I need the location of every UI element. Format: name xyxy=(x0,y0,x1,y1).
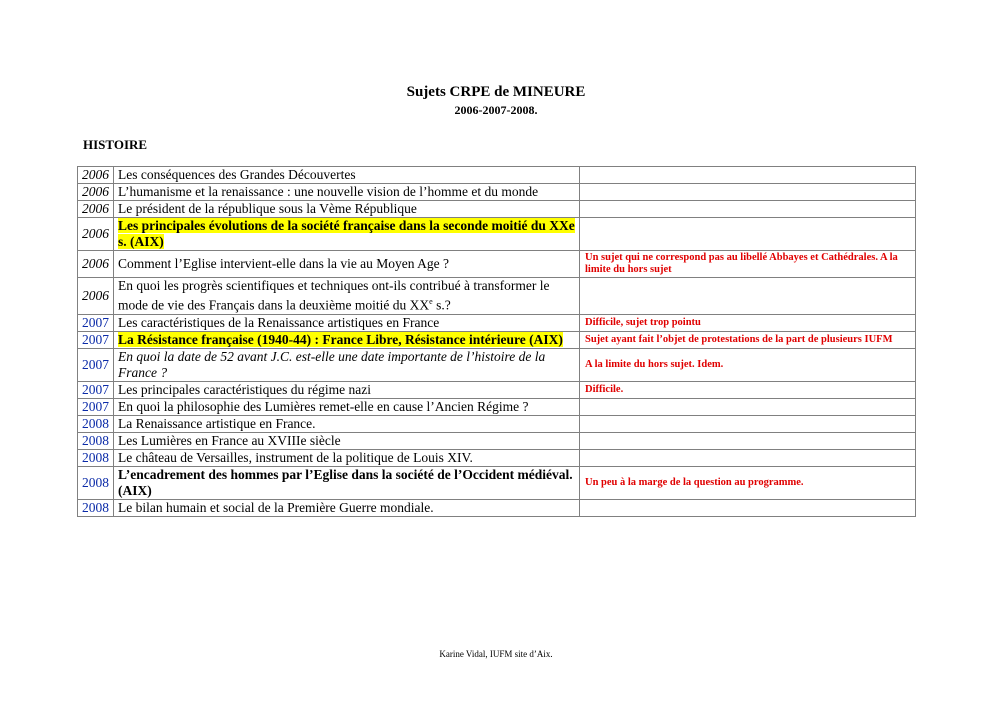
year-cell: 2006 xyxy=(78,251,114,278)
superscript: e xyxy=(429,297,433,306)
table-row xyxy=(78,167,916,184)
comment-cell: Un sujet qui ne correspond pas au libellé Abbayes et Cathédrales. A la limite du hors sujet xyxy=(580,251,916,278)
comment-cell: Difficile. xyxy=(580,381,916,398)
subject-cell: Les principales caractéristiques du régime nazi xyxy=(114,381,580,398)
subject-cell: Le président de la république sous la Vème République xyxy=(114,201,580,218)
comment-cell xyxy=(580,167,916,184)
subject-cell: Les conséquences des Grandes Découvertes xyxy=(114,167,580,184)
comment-cell xyxy=(580,201,916,218)
year-cell: 2008 xyxy=(78,449,114,466)
comment-cell xyxy=(580,432,916,449)
year-cell: 2008 xyxy=(78,415,114,432)
table-row xyxy=(78,331,916,348)
highlighted-subject: La Résistance française (1940-44) : France Libre, Résistance intérieure (AIX) xyxy=(118,331,563,347)
table-row xyxy=(78,466,916,499)
table-row xyxy=(78,201,916,218)
comment-cell xyxy=(580,499,916,516)
table-row xyxy=(78,278,916,315)
highlighted-subject: Les principales évolutions de la société française dans la seconde moitié du XXe s. (AIX) xyxy=(118,218,575,249)
table-row xyxy=(78,348,916,381)
table-row xyxy=(78,499,916,516)
table-row xyxy=(78,449,916,466)
subject-cell: Les caractéristiques de la Renaissance artistiques en France xyxy=(114,314,580,331)
year-cell: 2007 xyxy=(78,314,114,331)
comment-cell xyxy=(580,184,916,201)
subject-cell: En quoi la date de 52 avant J.C. est-elle une date importante de l’histoire de la France ? xyxy=(114,348,580,381)
year-cell: 2008 xyxy=(78,432,114,449)
year-cell: 2007 xyxy=(78,398,114,415)
comment-cell: Un peu à la marge de la question au programme. xyxy=(580,466,916,499)
year-cell: 2006 xyxy=(78,167,114,184)
page-title: Sujets CRPE de MINEURE xyxy=(406,84,586,100)
subject-cell: Le bilan humain et social de la Première Guerre mondiale. xyxy=(114,499,580,516)
table-row xyxy=(78,398,916,415)
year-cell: 2007 xyxy=(78,331,114,348)
year-cell: 2007 xyxy=(78,348,114,381)
table-row xyxy=(78,251,916,278)
comment-cell: A la limite du hors sujet. Idem. xyxy=(580,348,916,381)
subject-cell xyxy=(114,331,580,348)
subject-cell: Les Lumières en France au XVIIIe siècle xyxy=(114,432,580,449)
section-heading: HISTOIRE xyxy=(83,137,148,152)
subject-text: En quoi les progrès scientifiques et techniques ont-ils contribué à transformer le mode de vie des Français dans la deuxième moitié du XX xyxy=(118,278,550,313)
comment-cell xyxy=(580,218,916,251)
table-row xyxy=(78,184,916,201)
comment-cell: Sujet ayant fait l’objet de protestations de la part de plusieurs IUFM xyxy=(580,331,916,348)
table-row xyxy=(78,314,916,331)
subject-cell: La Renaissance artistique en France. xyxy=(114,415,580,432)
comment-cell xyxy=(580,415,916,432)
subject-cell: En quoi la philosophie des Lumières remet-elle en cause l’Ancien Régime ? xyxy=(114,398,580,415)
footer-text: Karine Vidal, IUFM site d’Aix. xyxy=(439,649,553,659)
subject-cell: Comment l’Eglise intervient-elle dans la vie au Moyen Age ? xyxy=(114,251,580,278)
year-cell: 2006 xyxy=(78,218,114,251)
comment-cell xyxy=(580,278,916,315)
table-row xyxy=(78,432,916,449)
subject-cell: Le château de Versailles, instrument de la politique de Louis XIV. xyxy=(114,449,580,466)
year-cell: 2006 xyxy=(78,184,114,201)
table-row xyxy=(78,381,916,398)
year-cell: 2008 xyxy=(78,499,114,516)
comment-cell xyxy=(580,398,916,415)
year-cell: 2006 xyxy=(78,278,114,315)
comment-cell: Difficile, sujet trop pointu xyxy=(580,314,916,331)
subject-cell: L’humanisme et la renaissance : une nouvelle vision de l’homme et du monde xyxy=(114,184,580,201)
table-row xyxy=(78,218,916,251)
comment-cell xyxy=(580,449,916,466)
subject-cell xyxy=(114,218,580,251)
subject-text-end: s.? xyxy=(432,297,451,313)
subjects-table xyxy=(77,166,916,517)
subject-cell xyxy=(114,278,580,315)
year-cell: 2007 xyxy=(78,381,114,398)
page-subtitle-years: 2006-2007-2008. xyxy=(454,103,538,117)
table-row xyxy=(78,415,916,432)
year-cell: 2006 xyxy=(78,201,114,218)
year-cell: 2008 xyxy=(78,466,114,499)
subject-cell: L’encadrement des hommes par l’Eglise dans la société de l’Occident médiéval. (AIX) xyxy=(114,466,580,499)
